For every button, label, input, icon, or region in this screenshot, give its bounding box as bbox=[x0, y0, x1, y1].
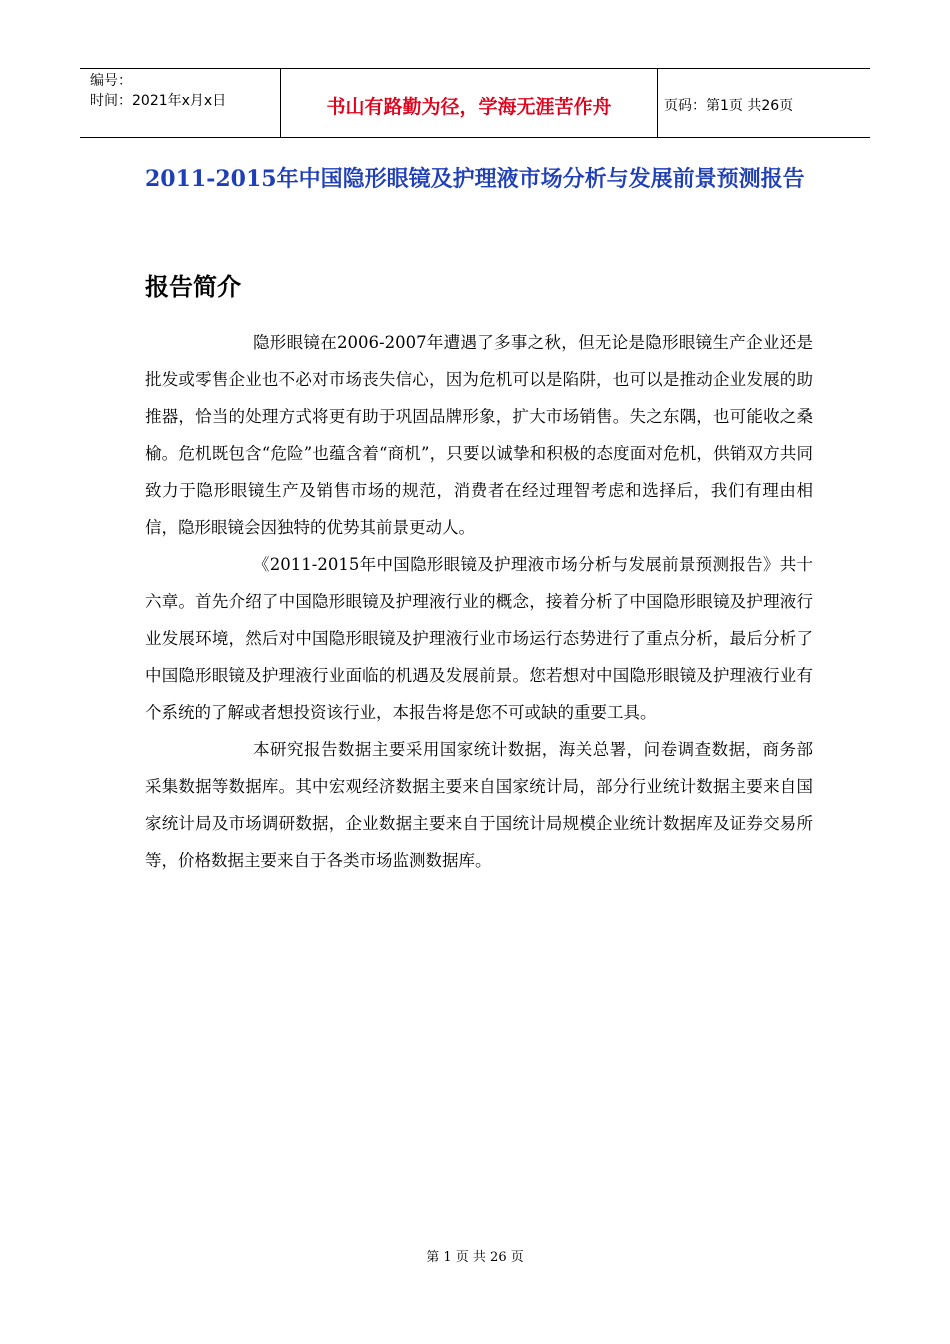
motto-text: 书山有路勤为径，学海无涯苦作舟 bbox=[326, 95, 612, 118]
report-title: 2011-2015年中国隐形眼镜及护理液市场分析与发展前景预测报告 bbox=[145, 166, 805, 192]
header-motto-cell bbox=[281, 69, 658, 137]
serial-number-label: 编号： bbox=[90, 73, 132, 89]
paragraph-1: 隐形眼镜在2006-2007年遭遇了多事之秋，但无论是隐形眼镜生产企业还是批发或零售企业也不必对市场丧失信心，因为危机可以是陷阱，也可以是推动企业发展的助推器，恰当的处理方式将更有助于巩固品牌形象，扩大市场销售。失之东隅，也可能收之桑榆。危机既包含“危险”也蕴含着“商机”，只要以诚挚和积极的态度面对危机，供销双方共同致力于隐形眼镜生产及销售市场的规范，消费者在经过理智考虑和选择后，我们有理由相信，隐形眼镜会因独特的优势其前景更动人。 bbox=[145, 333, 813, 537]
section-heading: 报告简介 bbox=[145, 273, 241, 301]
page-footer: 第 1 页 共 26 页 bbox=[426, 1250, 524, 1265]
report-body bbox=[145, 324, 813, 879]
page-info: 页码：第1页 共26页 bbox=[664, 98, 794, 114]
date-label: 时间：2021年x月x日 bbox=[90, 93, 227, 109]
paragraph-3: 本研究报告数据主要采用国家统计数据，海关总署，问卷调查数据，商务部采集数据等数据库。其中宏观经济数据主要来自国家统计局，部分行业统计数据主要来自国家统计局及市场调研数据，企业数据主要来自于国统计局规模企业统计数据库及证券交易所等，价格数据主要来自于各类市场监测数据库。 bbox=[145, 740, 813, 870]
header-meta-cell bbox=[80, 69, 281, 137]
paragraph-2: 《2011-2015年中国隐形眼镜及护理液市场分析与发展前景预测报告》共十六章。首先介绍了中国隐形眼镜及护理液行业的概念，接着分析了中国隐形眼镜及护理液行业发展环境，然后对中国隐形眼镜及护理液行业市场运行态势进行了重点分析，最后分析了中国隐形眼镜及护理液行业面临的机遇及发展前景。您若想对中国隐形眼镜及护理液行业有个系统的了解或者想投资该行业，本报告将是您不可或缺的重要工具。 bbox=[145, 555, 813, 722]
header-page-cell bbox=[658, 69, 870, 137]
document-header bbox=[80, 68, 870, 138]
